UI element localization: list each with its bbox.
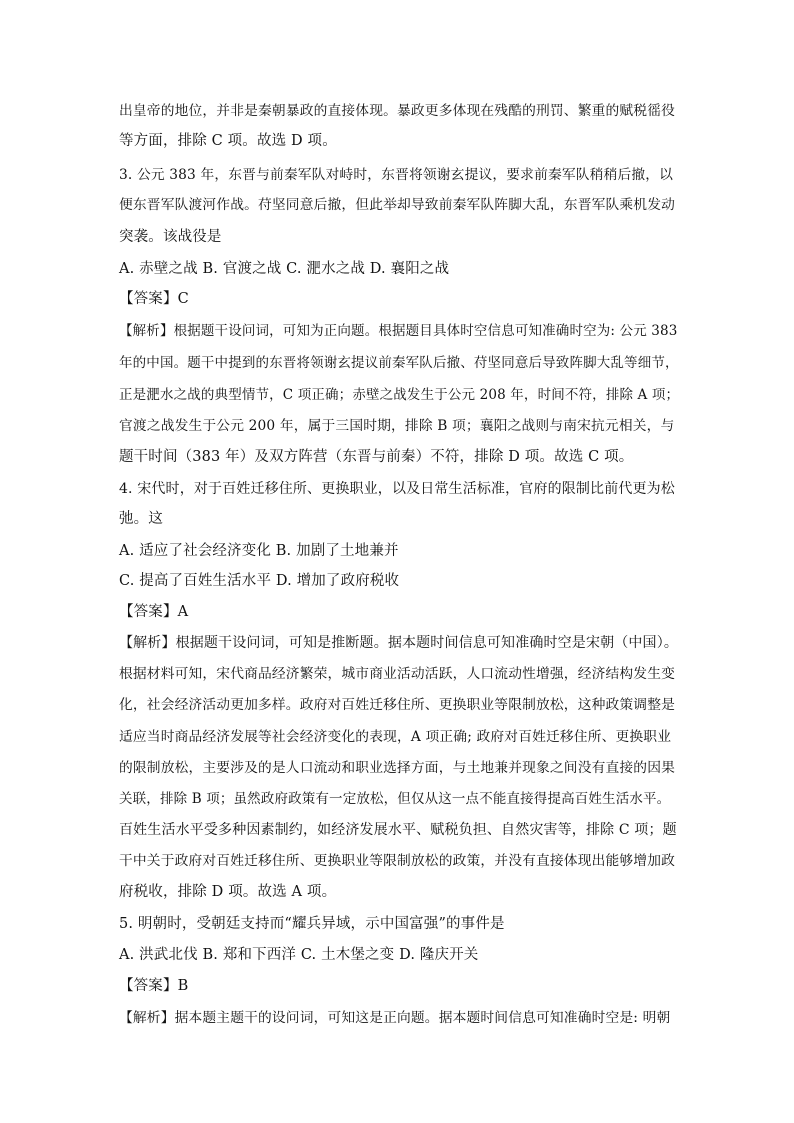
question-4-options: A. 适应了社会经济变化 B. 加剧了土地兼并 <box>119 543 399 559</box>
text-line: 府税收，排除 D 项。故选 A 项。 <box>119 884 337 900</box>
text-line: 化，社会经济活动更加多样。政府对百姓迁移住所、更换职业等限制放松，这种政策调整是 <box>119 697 676 713</box>
question-5-stem: 5. 明朝时，受朝廷支持而“耀兵异域，示中国富强”的事件是 <box>119 916 505 932</box>
analysis-line: 【解析】据本题主题干的设问词，可知这是正向题。据本题时间信息可知准确时空是: 明朝 <box>119 1010 671 1026</box>
answer-label: 【答案】A <box>119 604 189 620</box>
text-line: 突袭。该战役是 <box>119 229 222 245</box>
answer-label: 【答案】C <box>119 291 189 307</box>
text-line: 干中关于政府对百姓迁移住所、更换职业等限制放松的政策，并没有直接体现出能够增加政 <box>119 853 676 869</box>
question-5-options: A. 洪武北伐 B. 郑和下西洋 C. 土木堡之变 D. 隆庆开关 <box>119 947 479 963</box>
text-line: 的限制放松，主要涉及的是人口流动和职业选择方面，与土地兼并现象之间没有直接的因果 <box>119 760 676 776</box>
question-3-stem: 3. 公元 383 年，东晋与前秦军队对峙时，东晋将领谢玄提议，要求前秦军队稍稍后撤，以 <box>119 167 674 183</box>
text-line: 根据材料可知，宋代商品经济繁荣，城市商业活动活跃，人口流动性增强，经济结构发生变 <box>119 666 676 682</box>
text-line: 年的中国。题干中提到的东晋将领谢玄提议前秦军队后撤、苻坚同意后导致阵脚大乱等细节， <box>119 355 679 371</box>
text-line: 关联，排除 B 项；虽然政府政策有一定放松，但仅从这一点不能直接得提高百姓生活水平。 <box>119 791 671 807</box>
text-line: 百姓生活水平受多种因素制约，如经济发展水平、赋税负担、自然灾害等，排除 C 项；题 <box>119 822 677 838</box>
answer-label: 【答案】B <box>119 978 189 994</box>
text-line: 题干时间（383 年）及双方阵营（东晋与前秦）不符，排除 D 项。故选 C 项。 <box>119 449 634 465</box>
text-line: 等方面，排除 C 项。故选 D 项。 <box>119 133 337 149</box>
question-3-options: A. 赤壁之战 B. 官渡之战 C. 淝水之战 D. 襄阳之战 <box>119 261 450 277</box>
question-4-stem: 4. 宋代时，对于百姓迁移住所、更换职业，以及日常生活标准，官府的限制比前代更为松 <box>119 481 675 497</box>
question-4-options: C. 提高了百姓生活水平 D. 增加了政府税收 <box>119 573 400 589</box>
analysis-line: 【解析】根据题干设问词，可知是推断题。据本题时间信息可知准确时空是宋朝（中国）。 <box>119 635 678 651</box>
text-line: 出皇帝的地位，并非是秦朝暴政的直接体现。暴政更多体现在残酷的刑罚、繁重的赋税徭役 <box>119 103 676 119</box>
text-line: 便东晋军队渡河作战。苻坚同意后撤，但此举却导致前秦军队阵脚大乱，东晋军队乘机发动 <box>119 197 676 213</box>
analysis-line: 【解析】根据题干设问词，可知为正向题。根据题目具体时空信息可知准确时空为: 公元 383 <box>119 323 678 339</box>
text-line: 弛。这 <box>119 511 163 527</box>
text-line: 适应当时商品经济发展等社会经济变化的表现，A 项正确; 政府对百姓迁移住所、更换职业 <box>119 729 672 745</box>
text-line: 官渡之战发生于公元 200 年，属于三国时期，排除 B 项；襄阳之战则与南宋抗元相关，与 <box>119 418 675 434</box>
text-line: 正是淝水之战的典型情节，C 项正确；赤壁之战发生于公元 208 年，时间不符，排除 A 项； <box>119 387 680 403</box>
